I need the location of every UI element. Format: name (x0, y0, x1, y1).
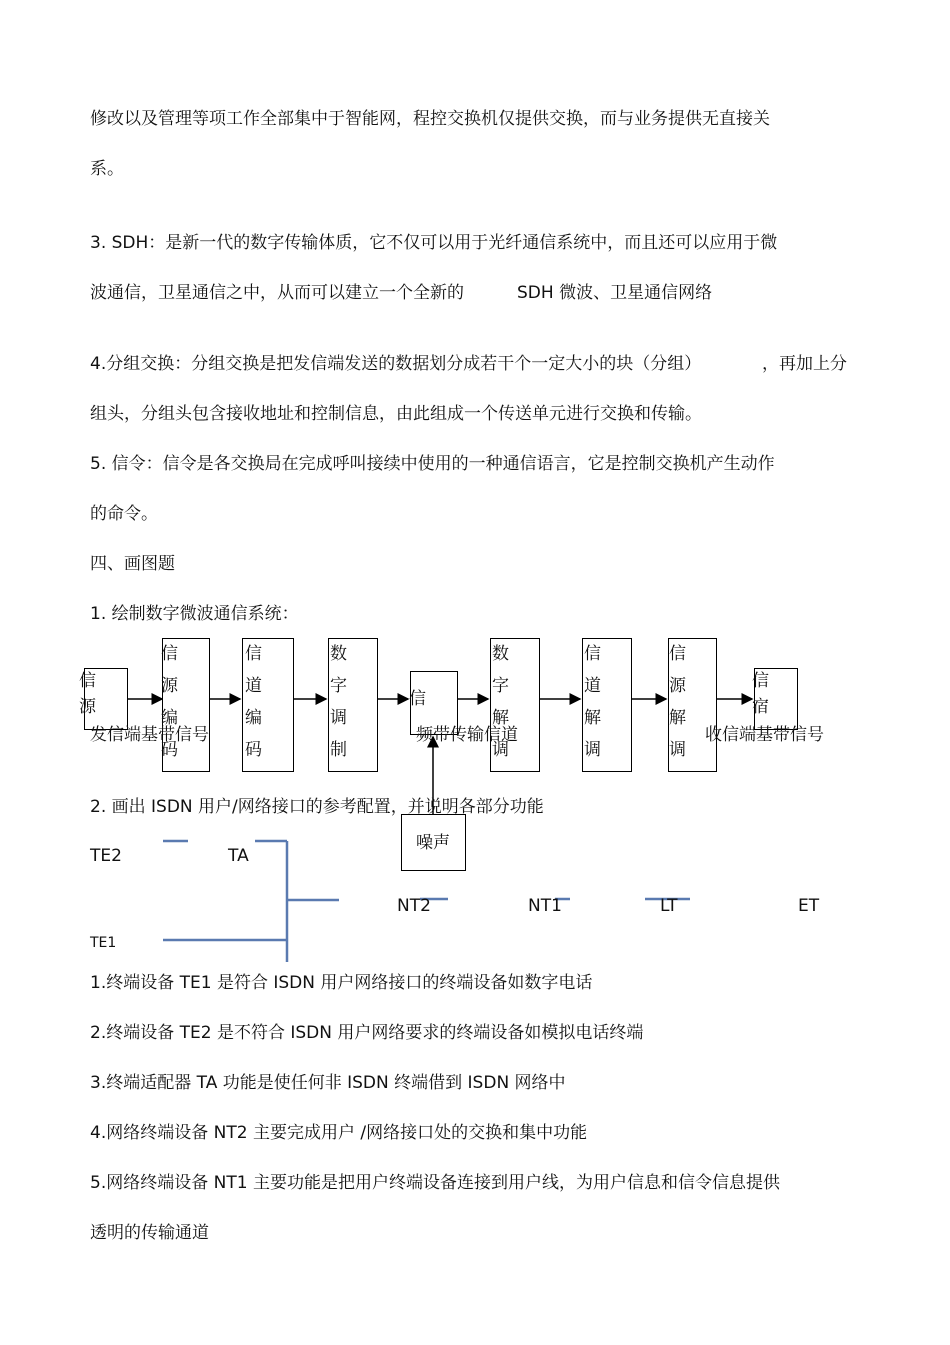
explanation-nt2: 4.网络终端设备 NT2 主要完成用户 /网络接口处的交换和集中功能 (90, 1123, 588, 1143)
channel-encoding-label: 信道编码 (245, 644, 262, 760)
section-heading: 四、画图题 (90, 554, 175, 574)
explanation-ta: 3.终端适配器 TA 功能是使任何非 ISDN 终端借到 ISDN 网络中 (90, 1073, 566, 1093)
rx-baseband-label: 收信端基带信号 (705, 725, 824, 745)
packet-switching-line: 4.分组交换：分组交换是把发信端发送的数据划分成若干个一定大小的块（分组） (90, 354, 702, 374)
channel-decoding-label: 信道解调 (584, 644, 601, 760)
explanation-te2: 2.终端设备 TE2 是不符合 ISDN 用户网络要求的终端设备如模拟电话终端 (90, 1023, 644, 1043)
rf-channel-label: 频带传输信道 (416, 725, 518, 745)
signaling-line: 5. 信令：信令是各交换局在完成呼叫接续中使用的一种通信语言，它是控制交换机产生动作 (90, 454, 775, 474)
lt-label: LT (660, 896, 678, 916)
sdh-definition-line: 3. SDH：是新一代的数字传输体质，它不仅可以用于光纤通信系统中，而且还可以应用于微 (90, 233, 778, 253)
question-2: 2. 画出 ISDN 用户/网络接口的参考配置，并说明各部分功能 (90, 797, 544, 817)
source-encoding-label: 信源编码 (161, 644, 178, 760)
te2-label: TE2 (90, 846, 122, 866)
te1-label: TE1 (90, 935, 117, 951)
digital-modulation-label: 数字调制 (330, 644, 347, 760)
text-line: 透明的传输通道 (90, 1223, 209, 1243)
text-line: 修改以及管理等项工作全部集中于智能网，程控交换机仅提供交换，而与业务提供无直接关 (90, 109, 770, 129)
channel-label: 信 (409, 689, 426, 709)
sink-label: 信宿 (752, 671, 769, 717)
text-line: 的命令。 (90, 504, 158, 524)
digital-demodulation-label: 数字解调 (492, 644, 509, 760)
text-line: SDH 微波、卫星通信网络 (517, 283, 713, 303)
nt2-label: NT2 (397, 896, 431, 916)
text-line: ，再加上分 (762, 354, 847, 374)
explanation-te1: 1.终端设备 TE1 是符合 ISDN 用户网络接口的终端设备如数字电话 (90, 973, 593, 993)
source-label: 信源 (79, 671, 96, 717)
tx-baseband-label: 发信端基带信号 (90, 725, 209, 745)
source-decoding-label: 信源解调 (669, 644, 686, 760)
et-label: ET (798, 896, 820, 916)
text-line: 组头，分组头包含接收地址和控制信息，由此组成一个传送单元进行交换和传输。 (90, 404, 702, 424)
explanation-nt1: 5.网络终端设备 NT1 主要功能是把用户终端设备连接到用户线，为用户信息和信令信息提供 (90, 1173, 780, 1193)
text-line: 波通信，卫星通信之中，从而可以建立一个全新的 (90, 283, 464, 303)
ta-label: TA (228, 846, 249, 866)
question-1: 1. 绘制数字微波通信系统： (90, 604, 299, 624)
nt1-label: NT1 (528, 896, 562, 916)
text-line: 系。 (90, 159, 124, 179)
noise-label: 噪声 (416, 833, 450, 853)
